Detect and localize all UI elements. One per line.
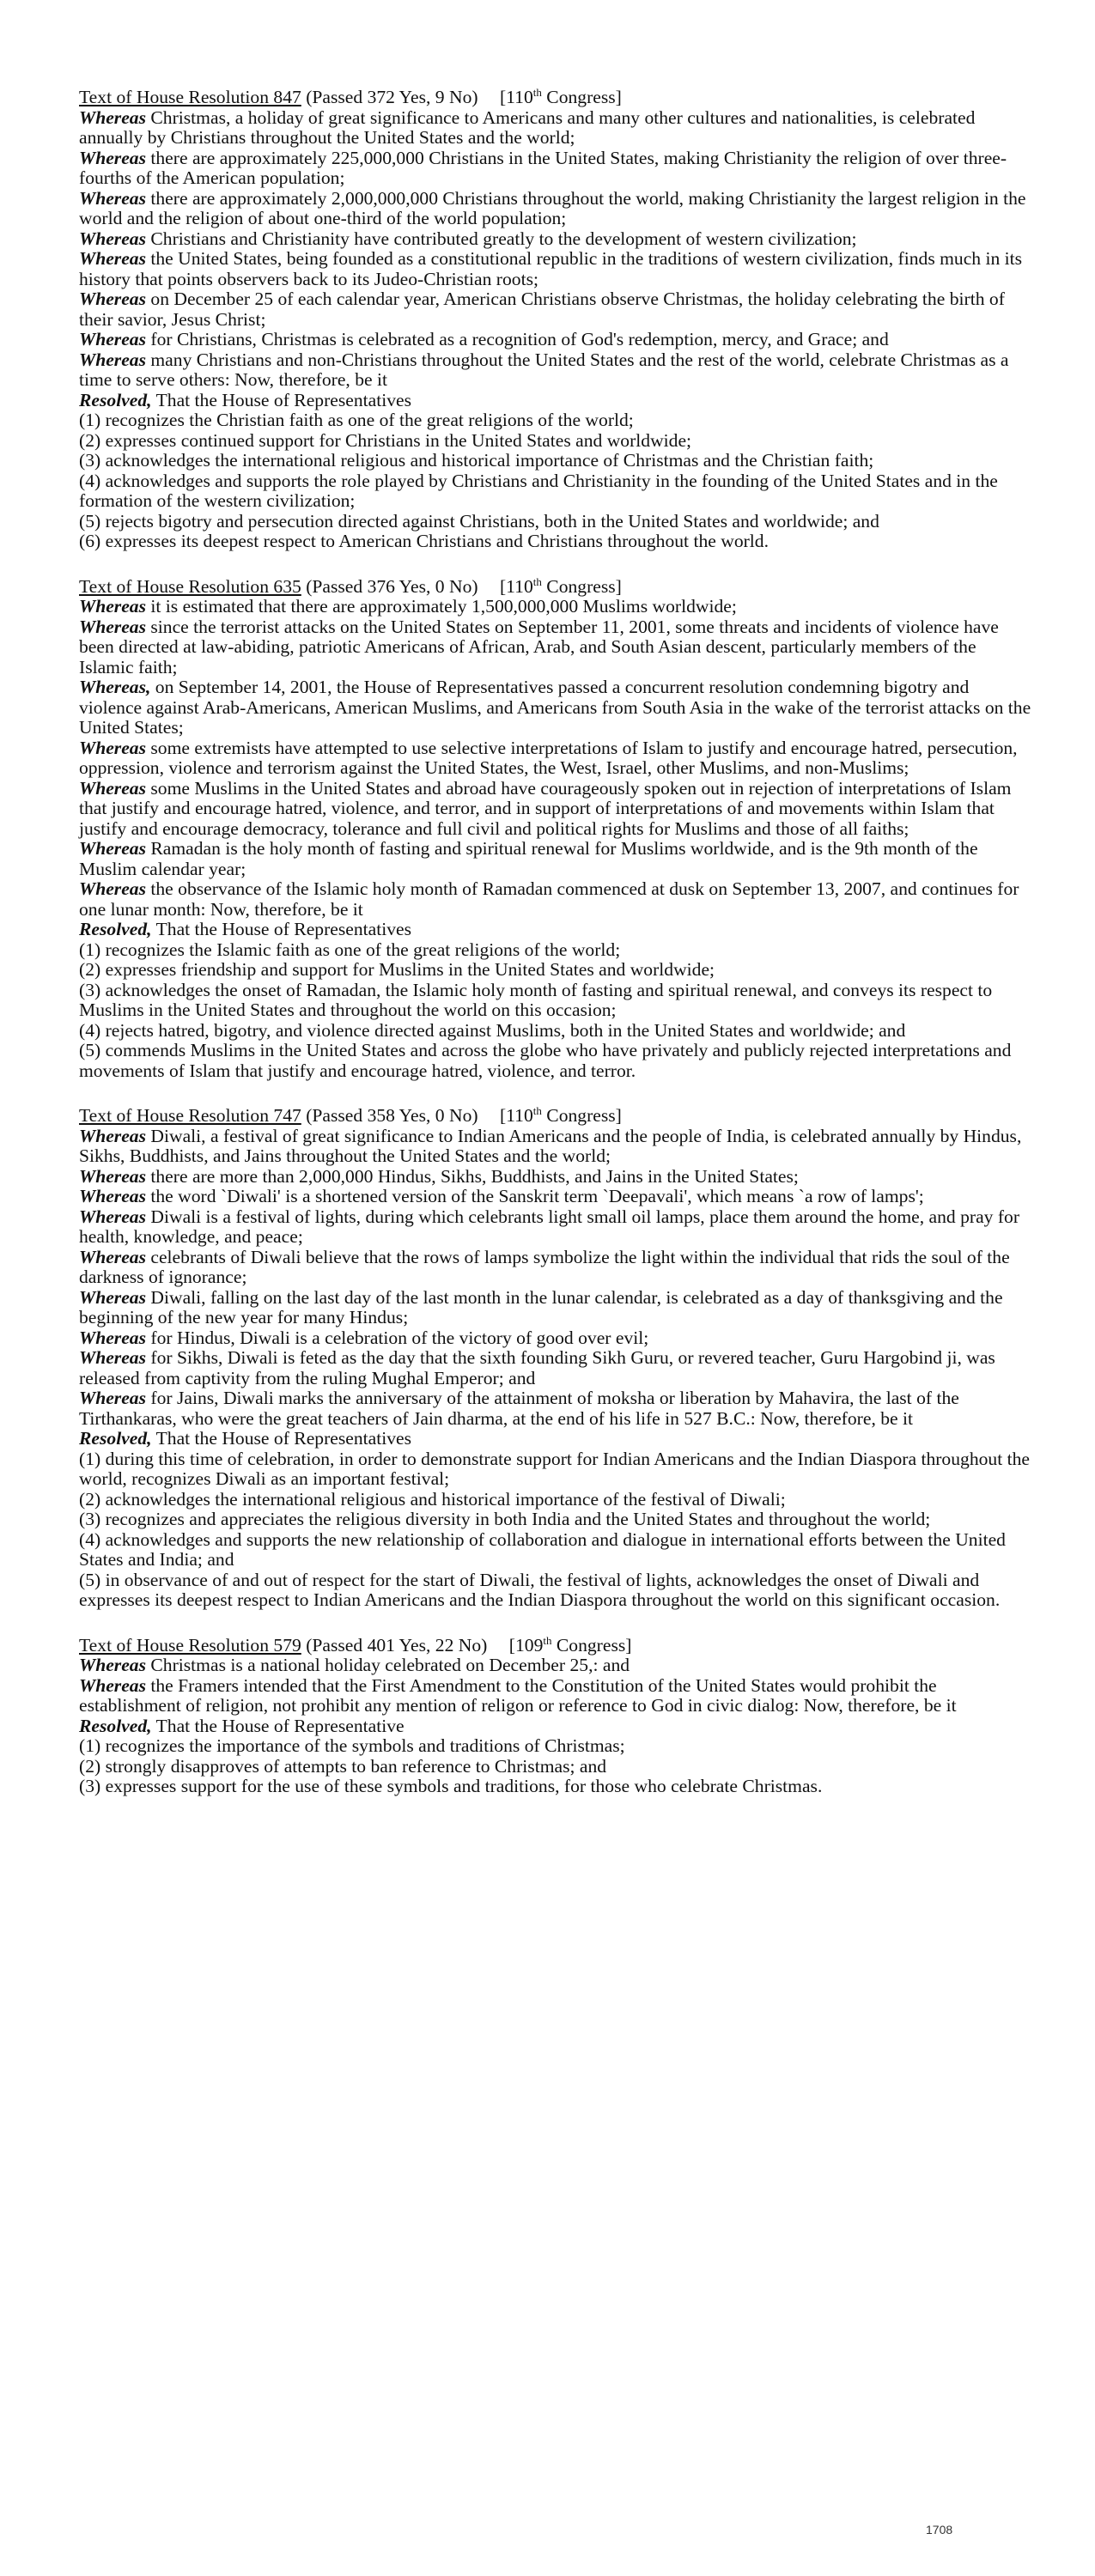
clause-text: the Framers intended that the First Amendment to the Constitution of the United States would prohibit the establishment of religion, not prohibit any mention of religon or reference to God in civic dialog: Now, therefore, be it [79, 1674, 957, 1716]
resolution-congress: [110th Congress] [499, 1103, 622, 1126]
clause-text: (4) acknowledges and supports the new relationship of collaboration and dialogue in international efforts between the United States and India; and [79, 1528, 1006, 1570]
clause-keyword: Whereas [79, 228, 146, 249]
clause-keyword: Whereas [79, 1186, 146, 1206]
clause-line [79, 920, 1032, 940]
clause-keyword: Whereas [79, 616, 146, 637]
clause-line [79, 249, 1032, 289]
clause-keyword: Whereas [79, 838, 146, 859]
page-number: 1708 [926, 2523, 953, 2537]
clause-text: the word `Diwali' is a shortened version of the Sanskrit term `Deepavali', which means `a row of lamps'; [150, 1186, 924, 1206]
clause-line [79, 108, 1032, 149]
resolution-title: Text of House Resolution 635 [79, 575, 301, 597]
clause-line [79, 350, 1032, 391]
clause-line [79, 229, 1032, 250]
clause-line [79, 1348, 1032, 1388]
resolution-header [79, 85, 1032, 108]
clause-keyword: Whereas [79, 1125, 146, 1146]
resolution-clauses [79, 597, 1032, 1081]
clause-text: (4) rejects hatred, bigotry, and violence directed against Muslims, both in the United States and worldwide; and [79, 1019, 906, 1041]
clause-line [79, 1187, 1032, 1207]
resolution-vote: (Passed 401 Yes, 22 No) [306, 1634, 488, 1656]
clause-line [79, 1676, 1032, 1716]
clause-line [79, 1736, 1032, 1757]
clause-text: (2) strongly disapproves of attempts to ban reference to Christmas; and [79, 1755, 607, 1777]
clause-text: (2) acknowledges the international religious and historical importance of the festival of Diwali; [79, 1488, 786, 1510]
resolution-579 [79, 1633, 1032, 1797]
clause-text: (1) recognizes the Islamic faith as one of the great religions of the world; [79, 939, 621, 960]
resolution-clauses [79, 108, 1032, 552]
clause-text: celebrants of Diwali believe that the rows of lamps symbolize the light within the individual that rids the soul of the darkness of ignorance; [79, 1246, 1010, 1287]
clause-keyword: Whereas [79, 1388, 146, 1408]
clause-line [79, 451, 1032, 471]
resolution-header [79, 1633, 1032, 1656]
clause-text: many Christians and non-Christians throughout the United States and the rest of the world, celebrate Christmas as a time to serve others: Now, therefore, be it [79, 349, 1009, 390]
clause-line [79, 1510, 1032, 1530]
clause-text: That the House of Representatives [155, 1428, 411, 1449]
clause-line [79, 1248, 1032, 1288]
clause-text: for Hindus, Diwali is a celebration of the victory of good over evil; [150, 1327, 649, 1348]
clause-keyword: Whereas [79, 106, 146, 128]
clause-text: Diwali is a festival of lights, during which celebrants light small oil lamps, place them around the home, and pray for health, knowledge, and peace; [79, 1206, 1020, 1247]
clause-line [79, 1328, 1032, 1349]
clause-text: Diwali, falling on the last day of the last month in the lunar calendar, is celebrated as a day of thanksgiving and the beginning of the new year for many Hindus; [79, 1286, 1003, 1327]
clause-keyword: Whereas [79, 248, 146, 269]
resolution-header [79, 1103, 1032, 1127]
clause-keyword: Whereas [79, 1165, 146, 1187]
clause-text: for Christians, Christmas is celebrated as a recognition of God's redemption, mercy, and Grace; and [150, 329, 889, 349]
clause-text: (5) in observance of and out of respect for the start of Diwali, the festival of lights, acknowledges the onset of Diwali and expresses its deepest respect to Indian Americans and the Indian Diaspora throughout the world on this significant occasion. [79, 1569, 1001, 1610]
clause-keyword: Whereas [79, 1347, 146, 1368]
clause-text: some Muslims in the United States and abroad have courageously spoken out in rejection of interpretations of Islam that justify and encourage hatred, violence, and terror, and in support of interpretations of and movements within Islam that justify and encourage democracy, tolerance and full civil and political rights for Muslims and those of all faiths; [79, 777, 1012, 839]
clause-text: (3) acknowledges the onset of Ramadan, the Islamic holy month of fasting and spiritual renewal, and conveys its respect to Muslims in the United States and throughout the world on this occasion; [79, 979, 993, 1020]
clause-line [79, 512, 1032, 532]
clause-text: (3) recognizes and appreciates the religious diversity in both India and the United States and throughout the world; [79, 1509, 931, 1529]
clause-text: for Sikhs, Diwali is feted as the day that the sixth founding Sikh Guru, or revered teacher, Guru Hargobind ji, was released from captivity from the ruling Mughal Emperor; and [79, 1347, 995, 1388]
clause-keyword: Whereas [79, 596, 146, 617]
clause-line [79, 1429, 1032, 1449]
clause-text: That the House of Representative [155, 1715, 405, 1736]
clause-line [79, 677, 1032, 738]
clause-text: Christians and Christianity have contributed greatly to the development of western civilization; [150, 228, 857, 249]
resolution-vote: (Passed 372 Yes, 9 No) [306, 87, 478, 107]
clause-line [79, 879, 1032, 920]
resolution-747 [79, 1103, 1032, 1611]
clause-text: Diwali, a festival of great significance to Indian Americans and the people of India, is celebrated annually by Hindus, Sikhs, Buddhists, and Jains throughout the United States and the world; [79, 1125, 1022, 1166]
resolution-vote: (Passed 358 Yes, 0 No) [306, 1105, 478, 1126]
clause-text: (1) recognizes the Christian faith as one of the great religions of the world; [79, 410, 634, 430]
clause-text: on December 25 of each calendar year, American Christians observe Christmas, the holiday celebrating the birth of their savior, Jesus Christ; [79, 289, 1005, 330]
clause-line [79, 189, 1032, 229]
clause-text: That the House of Representatives [155, 389, 411, 410]
clause-line [79, 597, 1032, 617]
clause-text: some extremists have attempted to use selective interpretations of Islam to justify and encourage hatred, persecution, oppression, violence and terrorism against the United States, the West, Israel, other Muslims, and non-Muslims; [79, 737, 1018, 778]
clause-keyword: Resolved, [79, 1428, 152, 1449]
clause-text: (1) during this time of celebration, in order to demonstrate support for Indian Americans and the Indian Diaspora throughout the world, recognizes Diwali as an important festival; [79, 1448, 1030, 1489]
clause-line [79, 1127, 1032, 1167]
clause-text: it is estimated that there are approximately 1,500,000,000 Muslims worldwide; [150, 596, 737, 617]
resolution-title: Text of House Resolution 579 [79, 1634, 301, 1656]
clause-text: Christmas is a national holiday celebrated on December 25,: and [150, 1655, 630, 1675]
clause-keyword: Whereas [79, 289, 146, 309]
clause-keyword: Whereas [79, 349, 146, 370]
clause-text: on September 14, 2001, the House of Representatives passed a concurrent resolution condemning bigotry and violence against Arab-Americans, American Muslims, and Americans from South Asia in the wake of the terrorist attacks on the United States; [79, 677, 1031, 738]
clause-text: the observance of the Islamic holy month of Ramadan commenced at dusk on September 13, 2007, and continues for one lunar month: Now, therefore, be it [79, 878, 1019, 920]
clause-keyword: Whereas [79, 1286, 146, 1308]
clause-line [79, 1041, 1032, 1081]
clause-line [79, 431, 1032, 452]
clause-text: there are approximately 225,000,000 Christians in the United States, making Christianity the religion of over three-fourths of the American population; [79, 147, 1007, 188]
clause-line [79, 532, 1032, 552]
clause-keyword: Resolved, [79, 1715, 152, 1736]
clause-line [79, 1571, 1032, 1611]
clause-text: (4) acknowledges and supports the role played by Christians and Christianity in the founding of the United States and in the formation of the western civilization; [79, 470, 998, 511]
clause-line [79, 940, 1032, 961]
clause-text: (3) acknowledges the international religious and historical importance of Christmas and the Christian faith; [79, 450, 874, 471]
clause-line [79, 1490, 1032, 1510]
resolution-header [79, 574, 1032, 598]
resolution-title: Text of House Resolution 847 [79, 87, 301, 107]
clause-line [79, 149, 1032, 189]
resolution-title: Text of House Resolution 747 [79, 1105, 301, 1126]
clause-line [79, 1757, 1032, 1777]
clause-line [79, 1530, 1032, 1571]
clause-line [79, 981, 1032, 1021]
resolution-635 [79, 574, 1032, 1082]
clause-text: Ramadan is the holy month of fasting and spiritual renewal for Muslims worldwide, and is the 9th month of the Muslim calendar year; [79, 838, 978, 879]
clause-text: there are approximately 2,000,000,000 Christians throughout the world, making Christianity the largest religion in the world and the religion of about one-third of the world population; [79, 187, 1026, 228]
clause-line [79, 330, 1032, 350]
clause-keyword: Whereas [79, 187, 146, 209]
clause-keyword: Whereas [79, 329, 146, 349]
clause-line [79, 779, 1032, 840]
clause-keyword: Whereas [79, 1246, 146, 1267]
clause-line [79, 960, 1032, 981]
clause-line [79, 1449, 1032, 1490]
clause-line [79, 1021, 1032, 1042]
clause-line [79, 1656, 1032, 1676]
clause-line [79, 1777, 1032, 1797]
clause-text: That the House of Representatives [155, 919, 411, 939]
clause-text: the United States, being founded as a constitutional republic in the traditions of western civilization, finds much in its history that points observers back to its Judeo-Christian roots; [79, 248, 1023, 289]
clause-keyword: Whereas [79, 147, 146, 168]
resolution-847 [79, 85, 1032, 552]
clause-line [79, 391, 1032, 411]
clause-line [79, 410, 1032, 431]
clause-text: since the terrorist attacks on the United States on September 11, 2001, some threats and incidents of violence have been directed at law-abiding, patriotic Americans of African, Arab, and South Asian descent, particularly members of the Islamic faith; [79, 616, 999, 677]
clause-line [79, 471, 1032, 512]
resolution-vote: (Passed 376 Yes, 0 No) [306, 575, 478, 597]
clause-keyword: Whereas [79, 1327, 146, 1348]
clause-text: (3) expresses support for the use of these symbols and traditions, for those who celebrate Christmas. [79, 1776, 823, 1796]
clause-line [79, 738, 1032, 779]
clause-line [79, 617, 1032, 678]
clause-keyword: Whereas [79, 737, 146, 758]
clause-text: (1) recognizes the importance of the symbols and traditions of Christmas; [79, 1735, 625, 1756]
clause-text: Christmas, a holiday of great significance to Americans and many other cultures and nationalities, is celebrated annually by Christians throughout the United States and the world; [79, 106, 976, 148]
clause-line [79, 1716, 1032, 1737]
clause-text: (6) expresses its deepest respect to American Christians and Christians throughout the world. [79, 531, 769, 551]
resolution-clauses [79, 1656, 1032, 1797]
clause-line [79, 839, 1032, 879]
clause-line [79, 1388, 1032, 1429]
clause-keyword: Resolved, [79, 389, 152, 410]
clause-text: (2) expresses continued support for Christians in the United States and worldwide; [79, 429, 692, 451]
document-page [79, 85, 1032, 1822]
clause-line [79, 1167, 1032, 1188]
clause-keyword: Whereas [79, 777, 146, 799]
clause-text: (5) rejects bigotry and persecution directed against Christians, both in the United States and worldwide; and [79, 510, 879, 532]
clause-keyword: Resolved, [79, 919, 152, 939]
clause-line [79, 289, 1032, 330]
clause-keyword: Whereas [79, 1655, 146, 1675]
resolution-congress: [110th Congress] [499, 85, 622, 107]
clause-text: for Jains, Diwali marks the anniversary of the attainment of moksha or liberation by Mahavira, the last of the Tirthankaras, who were the great teachers of Jain dharma, at the end of his life in 527 B.C.: Now, therefore, be it [79, 1388, 959, 1429]
clause-text: (2) expresses friendship and support for Muslims in the United States and worldwide; [79, 959, 715, 980]
clause-keyword: Whereas, [79, 677, 151, 697]
clause-text: there are more than 2,000,000 Hindus, Sikhs, Buddhists, and Jains in the United States; [150, 1165, 799, 1187]
clause-line [79, 1207, 1032, 1248]
resolution-congress: [109th Congress] [508, 1633, 632, 1656]
resolution-congress: [110th Congress] [499, 574, 622, 597]
clause-keyword: Whereas [79, 878, 146, 899]
clause-line [79, 1288, 1032, 1328]
clause-keyword: Whereas [79, 1206, 146, 1227]
resolution-clauses [79, 1127, 1032, 1611]
clause-text: (5) commends Muslims in the United States and across the globe who have privately and publicly rejected interpretations and movements of Islam that justify and encourage hatred, violence, and terror. [79, 1040, 1012, 1081]
clause-keyword: Whereas [79, 1674, 146, 1696]
